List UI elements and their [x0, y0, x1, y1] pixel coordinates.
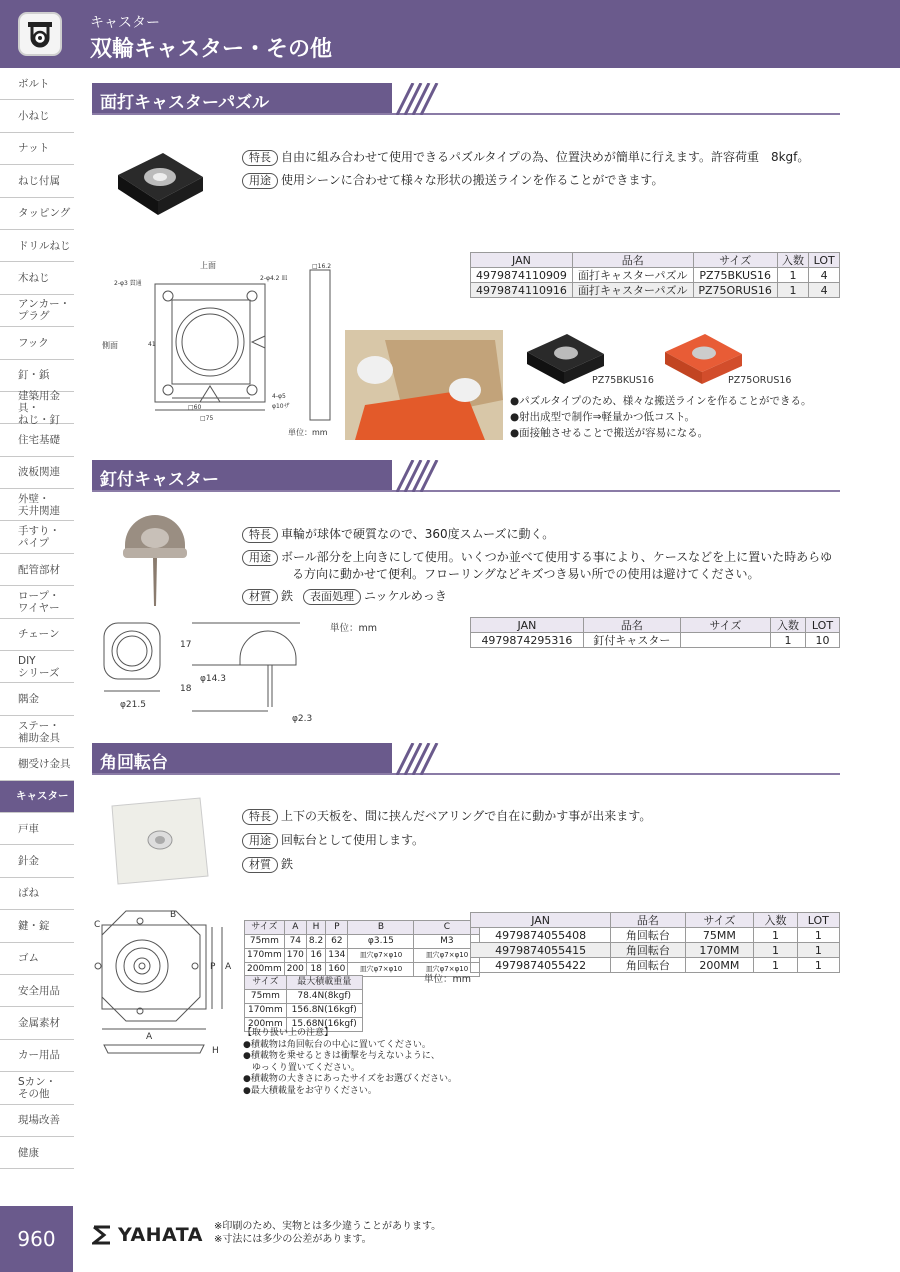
table-row	[471, 958, 840, 973]
sidebar-item[interactable]	[0, 68, 74, 100]
cell: 皿穴φ7×φ10	[414, 949, 480, 963]
cell: 1	[797, 928, 839, 943]
feature-text: 上下の天板を、間に挟んだベアリングで自在に動かす事が出来ます。	[281, 809, 652, 823]
cell: 170mm	[245, 949, 285, 963]
cell: 皿穴φ7×φ10	[348, 963, 414, 977]
brand-logo	[92, 1224, 203, 1246]
sidebar-item[interactable]	[0, 133, 74, 165]
sidebar-item[interactable]	[0, 262, 74, 294]
col-name: 品名	[583, 618, 680, 633]
usage-text: 回転台として使用します。	[281, 833, 425, 847]
page-number: 960	[0, 1206, 73, 1272]
cell: 1	[797, 958, 839, 973]
col-h: H	[306, 921, 325, 935]
sidebar-item[interactable]	[0, 457, 74, 489]
sidebar-item-label: 建築用金具・ ねじ・釘	[18, 389, 60, 426]
care-line: ●積載物を乗せるときは衝撃を与えないように、	[243, 1051, 440, 1061]
care-line: 【取り扱い上の注意】	[243, 1028, 334, 1038]
sidebar-item[interactable]	[0, 1072, 74, 1104]
product-table-turntable	[470, 912, 840, 973]
usage-text: ボール部分を上向きにして使用。いくつか並べて使用する事により、ケースなどを上に置いた時あらゆる方向に動かせて便利。フローリングなどキズつき易い所での使用は避けてください。	[281, 550, 833, 581]
care-line: ●積載物は角回転台の中心に置いてください。	[243, 1039, 431, 1050]
drawing-label: □16.2	[312, 263, 332, 270]
col-size: サイズ	[245, 921, 285, 935]
surface-text: ニッケルめっき	[364, 589, 447, 603]
sidebar-item[interactable]	[0, 327, 74, 359]
feature-text: 車輪が球体で硬質なので、360度スムーズに動く。	[281, 527, 555, 541]
bullet-item: ●面接触させることで搬送が容易になる。	[510, 427, 709, 439]
sidebar-item[interactable]	[0, 683, 74, 715]
dim-label: P	[210, 962, 216, 972]
col-lot: LOT	[809, 253, 840, 268]
cell: 面打キャスターパズル	[572, 268, 693, 283]
col-qty: 入数	[777, 253, 809, 268]
usage-text: 使用シーンに合わせて様々な形状の搬送ラインを作ることができます。	[281, 173, 664, 187]
cell: 156.8N(16kgf)	[286, 1004, 362, 1018]
material-text: 鉄	[281, 589, 294, 603]
cell: 75MM	[685, 928, 754, 943]
cell: 4979874055415	[471, 943, 611, 958]
sidebar-item[interactable]	[0, 489, 74, 521]
col-qty: 入数	[770, 618, 805, 633]
cell: 75mm	[245, 990, 287, 1004]
product-table-puzzle	[470, 252, 840, 298]
nail-caster-photo	[115, 500, 195, 610]
product-table-nail	[470, 617, 840, 648]
table-header-row	[471, 253, 840, 268]
sidebar-item-label: 棚受け金具	[18, 757, 71, 770]
sidebar-item-label: ロープ・ ワイヤー	[18, 589, 60, 614]
cell: φ3.15	[348, 935, 414, 949]
usage-row	[242, 172, 842, 189]
col-size: サイズ	[685, 913, 754, 928]
material-row	[242, 588, 842, 605]
sidebar-item[interactable]	[0, 651, 74, 683]
cell: 78.4N(8kgf)	[286, 990, 362, 1004]
feature-row	[242, 808, 842, 825]
sidebar-item-label: ボルト	[18, 77, 50, 90]
table-header-row	[471, 913, 840, 928]
sidebar-item-label: 鍵・錠	[18, 919, 50, 932]
col-max-load: 最大積載重量	[286, 976, 362, 990]
sidebar-item-label: ドリルねじ	[18, 239, 71, 252]
dim-label: C	[94, 920, 101, 930]
sidebar-item[interactable]	[0, 1105, 74, 1137]
sidebar-item-label: 針金	[18, 855, 39, 868]
cell: 200MM	[685, 958, 754, 973]
usage-tag: 用途	[242, 550, 278, 566]
cell: 4979874055422	[471, 958, 611, 973]
sidebar-item[interactable]	[0, 424, 74, 456]
sidebar-item-label: チェーン	[18, 628, 60, 641]
cell: 10	[805, 633, 839, 648]
sidebar-item-label: 配管部材	[18, 563, 60, 576]
dim-label: B	[170, 910, 177, 920]
col-size: サイズ	[680, 618, 770, 633]
sidebar-item[interactable]	[0, 389, 74, 426]
sidebar-item[interactable]	[0, 165, 74, 197]
drawing-label: □60	[188, 404, 202, 411]
sidebar-item[interactable]	[0, 716, 74, 748]
sidebar-item[interactable]	[0, 845, 74, 877]
cell: 62	[326, 935, 348, 949]
cell	[680, 633, 770, 648]
sidebar-item[interactable]	[0, 943, 74, 975]
caster-category-icon	[18, 12, 62, 56]
usage-tag: 用途	[242, 833, 278, 849]
table-row	[471, 283, 840, 298]
handling-notes	[243, 1028, 483, 1097]
cell: 1	[754, 928, 797, 943]
sidebar-item-label: 小ねじ	[18, 110, 50, 123]
sidebar-item[interactable]	[0, 878, 74, 910]
sidebar-item[interactable]	[0, 975, 74, 1007]
feature-tag: 特長	[242, 527, 278, 543]
sidebar-item-label: 安全用品	[18, 984, 60, 997]
cell: 角回転台	[611, 928, 685, 943]
sidebar-item-label: 現場改善	[18, 1114, 60, 1127]
cell: 200mm	[245, 1018, 287, 1032]
col-size: サイズ	[245, 976, 287, 990]
photo-label: PZ75BKUS16	[592, 375, 654, 386]
cell: 134	[326, 949, 348, 963]
dim-label: A	[225, 962, 232, 972]
cell: 角回転台	[611, 943, 685, 958]
drawing-label: 4-φ5	[272, 393, 286, 400]
sidebar-item[interactable]	[0, 910, 74, 942]
cell: 皿穴φ7×φ10	[348, 949, 414, 963]
col-name: 品名	[611, 913, 685, 928]
sidebar-item[interactable]	[0, 1040, 74, 1072]
cell: 170mm	[245, 1004, 287, 1018]
cell: 74	[284, 935, 306, 949]
cell: 皿穴φ7×φ10	[414, 963, 480, 977]
section-header-turntable	[92, 743, 840, 775]
cell: 釘付キャスター	[583, 633, 680, 648]
sidebar-item[interactable]	[0, 586, 74, 618]
section-title: 面打キャスターパズル	[100, 93, 270, 113]
yahata-logo-icon	[92, 1224, 112, 1246]
sidebar-item-label: 隅金	[18, 693, 39, 706]
table-row	[471, 633, 840, 648]
material-tag: 材質	[242, 857, 278, 873]
sidebar-item-label: 戸車	[18, 822, 39, 835]
turntable-drawing	[90, 905, 240, 1065]
col-p: P	[326, 921, 348, 935]
sidebar-item[interactable]	[0, 781, 74, 813]
drawing-unit: 単位：mm	[288, 428, 328, 437]
table-row	[471, 268, 840, 283]
cell: 170	[284, 949, 306, 963]
section-header-nail-caster	[92, 460, 840, 492]
header-subtitle: キャスター	[90, 15, 160, 31]
col-lot: LOT	[797, 913, 839, 928]
cell: 15.68N(16kgf)	[286, 1018, 362, 1032]
col-c: C	[414, 921, 480, 935]
sidebar-item-label: ばね	[18, 887, 39, 900]
sidebar-item-label: 外壁・ 天井関連	[18, 492, 60, 517]
sidebar-item-label: DIY シリーズ	[18, 654, 60, 679]
bullet-item: ●パズルタイプのため、様々な搬送ラインを作ることができる。	[510, 395, 812, 407]
sidebar-item-label: ステー・ 補助金具	[18, 719, 60, 744]
cell: 4979874110909	[471, 268, 573, 283]
sidebar-item-label: 釘・鋲	[18, 369, 50, 382]
unit-label: 単位：mm	[330, 623, 378, 634]
category-sidebar	[0, 68, 74, 1169]
section-header-puzzle	[92, 83, 840, 115]
sidebar-item[interactable]	[0, 360, 74, 392]
drawing-label: 上面	[200, 261, 216, 270]
col-jan: JAN	[471, 618, 584, 633]
feature-text: 自由に組み合わせて使用できるパズルタイプの為、位置決めが簡単に行えます。許容荷重 8kgf。	[281, 150, 810, 164]
bullet-item: ●射出成型で制作⇒軽量かつ低コスト。	[510, 411, 696, 423]
material-tag: 材質	[242, 589, 278, 605]
footer-note: ※印刷のため、実物とは多少違うことがあります。	[214, 1221, 442, 1232]
sidebar-item[interactable]	[0, 521, 74, 553]
dim-label: φ2.3	[292, 714, 313, 724]
table-row	[471, 943, 840, 958]
cell: 4979874295316	[471, 633, 584, 648]
cell: 4	[809, 268, 840, 283]
sidebar-item[interactable]	[0, 100, 74, 132]
usage-row	[242, 549, 842, 583]
cell: 角回転台	[611, 958, 685, 973]
feature-tag: 特長	[242, 150, 278, 166]
cell: 1	[754, 958, 797, 973]
sidebar-item-label: 波板関連	[18, 466, 60, 479]
sidebar-item-label: 木ねじ	[18, 272, 50, 285]
drawing-label: 側面	[102, 341, 118, 350]
dim-label: H	[212, 1046, 219, 1056]
material-row	[242, 856, 842, 873]
cell: 160	[326, 963, 348, 977]
cell: 1	[770, 633, 805, 648]
photo-label: PZ75ORUS16	[728, 375, 792, 386]
drawing-label: 2-φ4.2 皿	[260, 275, 288, 282]
feature-row	[242, 526, 842, 543]
cell: 1	[754, 943, 797, 958]
cell: 18	[306, 963, 325, 977]
col-lot: LOT	[805, 618, 839, 633]
footer-notes	[214, 1220, 441, 1246]
nail-caster-drawing	[100, 615, 330, 725]
cell: PZ75ORUS16	[693, 283, 777, 298]
col-b: B	[348, 921, 414, 935]
sidebar-item-label: Sカン・ その他	[18, 1075, 57, 1100]
usage-tag: 用途	[242, 173, 278, 189]
table-header-row	[245, 976, 363, 990]
sidebar-item[interactable]	[0, 813, 74, 845]
load-table	[244, 975, 363, 1032]
cell: 200	[284, 963, 306, 977]
dim-label: 18	[180, 684, 192, 694]
sidebar-item[interactable]	[0, 1137, 74, 1169]
page-title: 双輪キャスター・その他	[90, 37, 333, 62]
table-header-row	[471, 618, 840, 633]
col-jan: JAN	[471, 913, 611, 928]
feature-tag: 特長	[242, 809, 278, 825]
drawing-label: φ10ザ	[272, 403, 290, 410]
cell: 200mm	[245, 963, 285, 977]
cell: 1	[777, 283, 809, 298]
puzzle-caster-black-photo	[108, 145, 208, 221]
table-row	[245, 1004, 363, 1018]
cell: 4979874110916	[471, 283, 573, 298]
cell: 4979874055408	[471, 928, 611, 943]
sidebar-item[interactable]	[0, 1007, 74, 1039]
cell: 面打キャスターパズル	[572, 283, 693, 298]
table-row	[245, 990, 363, 1004]
dim-label: 17	[180, 640, 192, 650]
sidebar-item-label: ナット	[18, 142, 50, 155]
sidebar-item-label: 金属素材	[18, 1017, 60, 1030]
unit-label: 単位：mm	[424, 974, 472, 985]
sidebar-item-label: 手すり・ パイプ	[18, 525, 60, 550]
dimension-table	[244, 920, 480, 977]
table-header-row	[245, 921, 480, 935]
sidebar-item-label: ゴム	[18, 952, 39, 965]
brand-name: YAHATA	[118, 1224, 203, 1246]
surface-tag: 表面処理	[303, 589, 361, 605]
cell: 1	[797, 943, 839, 958]
material-text: 鉄	[281, 857, 294, 871]
sidebar-item-label: アンカー・ プラグ	[18, 298, 71, 323]
header	[0, 0, 900, 68]
feature-row	[242, 149, 842, 166]
sidebar-item-label: カー用品	[18, 1049, 60, 1062]
cell: 16	[306, 949, 325, 963]
cell: M3	[414, 935, 480, 949]
sidebar-item[interactable]	[0, 748, 74, 780]
cell: 4	[809, 283, 840, 298]
table-row	[245, 935, 480, 949]
puzzle-technical-drawing	[100, 258, 350, 440]
usage-row	[242, 832, 842, 849]
sidebar-item-label: キャスター	[16, 790, 69, 803]
section-title: 釘付キャスター	[100, 470, 219, 490]
col-jan: JAN	[471, 253, 573, 268]
cell: 75mm	[245, 935, 285, 949]
drawing-label: 41	[148, 341, 156, 348]
table-row	[245, 949, 480, 963]
sidebar-item-label: フック	[18, 336, 49, 349]
sidebar-item[interactable]	[0, 295, 74, 327]
cell: 8.2	[306, 935, 325, 949]
drawing-label: □75	[200, 415, 214, 422]
col-a: A	[284, 921, 306, 935]
sidebar-item[interactable]	[0, 198, 74, 230]
care-line: ●積載物の大きさにあったサイズをお選びください。	[243, 1074, 458, 1084]
sidebar-item[interactable]	[0, 619, 74, 651]
sidebar-item[interactable]	[0, 230, 74, 262]
section-title: 角回転台	[100, 753, 168, 773]
drawing-label: 2-φ3 貫通	[114, 280, 142, 287]
cell: PZ75BKUS16	[693, 268, 777, 283]
care-line: ゆっくり置いてください。	[243, 1062, 360, 1073]
dim-label: φ21.5	[120, 700, 146, 710]
dim-label: φ14.3	[200, 674, 226, 684]
sidebar-item-label: 住宅基礎	[18, 433, 60, 446]
cell: 1	[777, 268, 809, 283]
sidebar-item-label: 健康	[18, 1146, 39, 1159]
sidebar-item[interactable]	[0, 554, 74, 586]
footer-note: ※寸法には多少の公差があります。	[214, 1234, 372, 1245]
puzzle-bullets	[510, 393, 840, 441]
sidebar-item-label: タッピング	[18, 207, 71, 220]
col-qty: 入数	[754, 913, 797, 928]
turntable-photo	[104, 796, 214, 886]
cell: 170MM	[685, 943, 754, 958]
table-row	[471, 928, 840, 943]
dim-label: A	[146, 1032, 153, 1042]
puzzle-usage-photo	[345, 330, 503, 440]
col-name: 品名	[572, 253, 693, 268]
care-line: ●最大積載量をお守りください。	[243, 1085, 377, 1096]
col-size: サイズ	[693, 253, 777, 268]
sidebar-item-label: ねじ付属	[18, 174, 60, 187]
